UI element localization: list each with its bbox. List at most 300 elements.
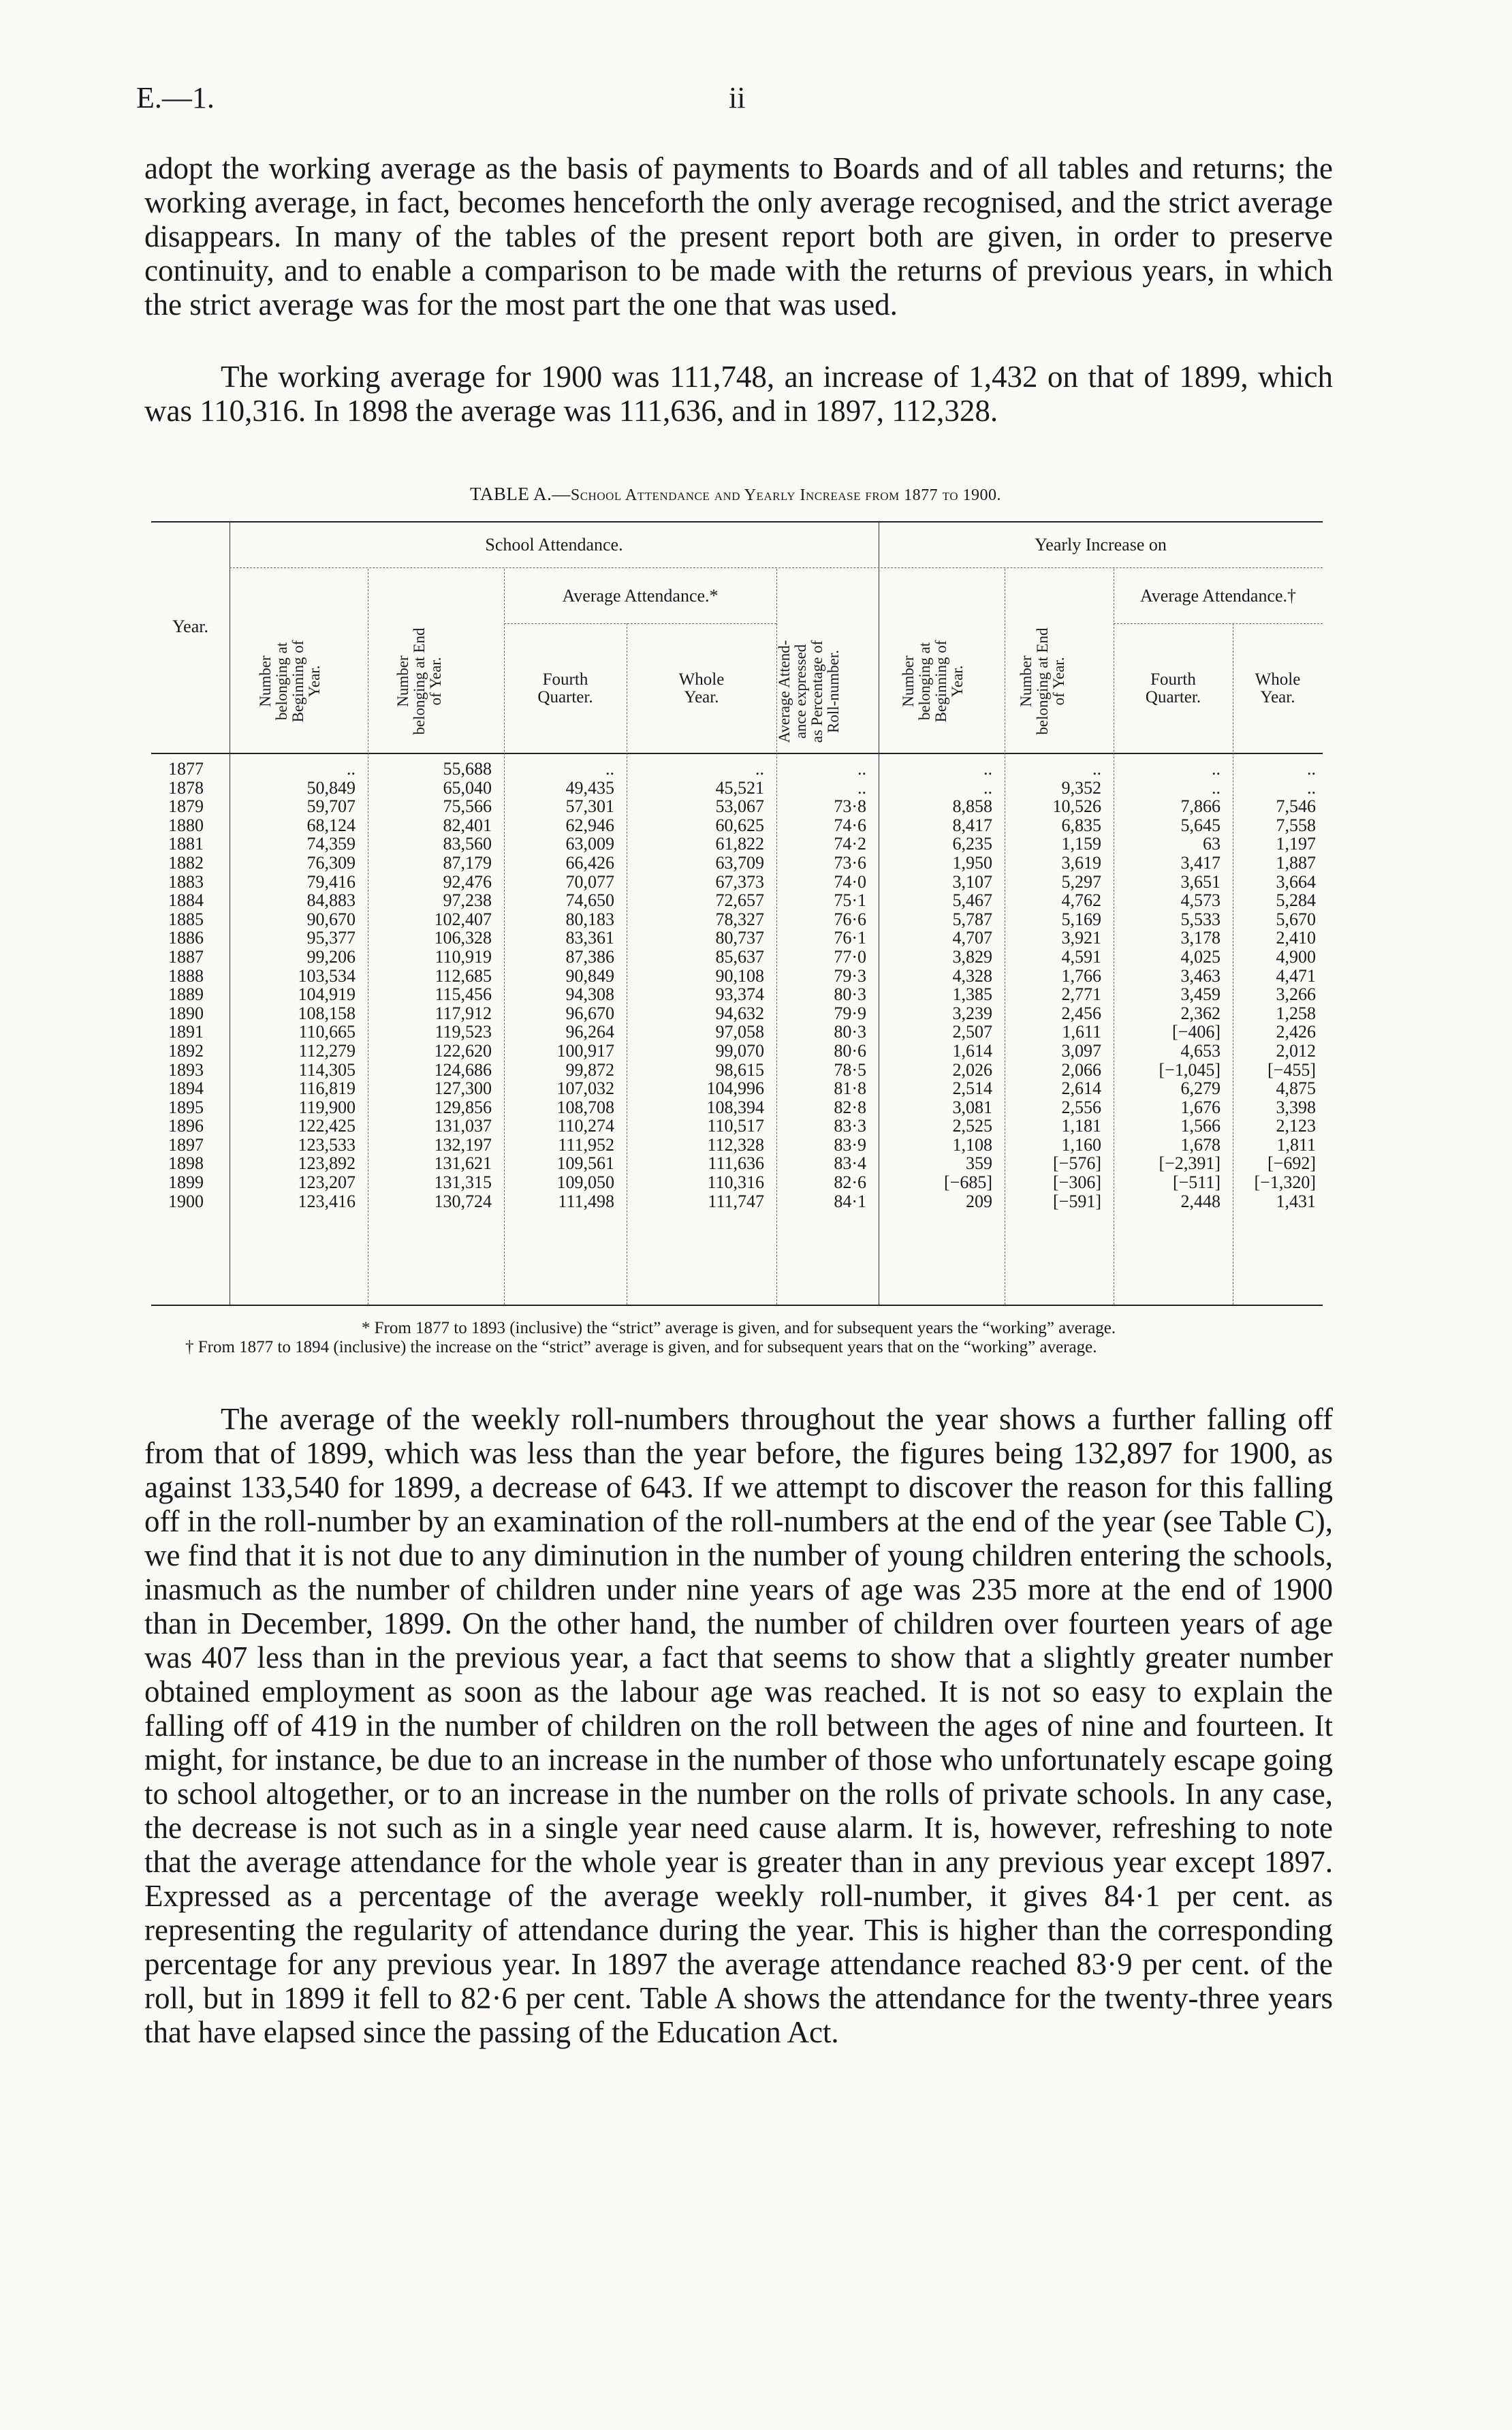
footnotes: [144, 1319, 1333, 1357]
value-cell: 130,724: [434, 1191, 492, 1211]
value-cell: 53,067: [715, 796, 764, 817]
value-cell: 3,081: [952, 1097, 992, 1117]
value-cell: 8,417: [952, 815, 992, 835]
value-cell: 66,426: [565, 852, 614, 873]
table-row: [151, 1136, 1323, 1155]
year-cell: 1889: [168, 984, 204, 1005]
value-cell: 62,946: [565, 815, 614, 835]
value-cell: 87,386: [565, 946, 614, 967]
year-cell: 1900: [168, 1191, 204, 1211]
value-cell: 5,169: [1061, 909, 1101, 929]
value-cell: 1,950: [952, 852, 992, 873]
value-cell: 79,416: [306, 871, 356, 892]
paragraph-3: [144, 1402, 1333, 2049]
whole-year-header: Whole Year.: [678, 670, 725, 706]
table-row: [151, 967, 1323, 986]
value-cell: [−576]: [1053, 1153, 1101, 1174]
table-title-rest: School Attendance and Yearly Increase from 1877 to 1900.: [570, 486, 1001, 504]
value-cell: 3,921: [1061, 928, 1101, 948]
value-cell: 61,822: [715, 834, 764, 854]
value-cell: 4,591: [1061, 946, 1101, 967]
table-row: [151, 816, 1323, 835]
value-cell: 67,373: [715, 871, 764, 892]
value-cell: 1,181: [1061, 1116, 1101, 1136]
value-cell: 1,811: [1276, 1134, 1316, 1155]
value-cell: 3,651: [1180, 871, 1220, 892]
value-cell: 8,858: [952, 796, 992, 817]
value-cell: ..: [983, 759, 992, 779]
value-cell: 119,523: [435, 1022, 492, 1042]
inc-begin-header: Number belonging at Beginning of Year.: [900, 640, 966, 723]
value-cell: 2,556: [1061, 1097, 1101, 1117]
value-cell: [−306]: [1053, 1172, 1101, 1193]
value-cell: 76·1: [834, 928, 866, 948]
value-cell: 5,533: [1180, 909, 1220, 929]
value-cell: 111,952: [558, 1134, 614, 1155]
value-cell: 90,849: [565, 965, 614, 986]
year-cell: 1886: [168, 928, 204, 948]
value-cell: 3,664: [1276, 871, 1316, 892]
value-cell: 49,435: [565, 777, 614, 798]
table-row: [151, 910, 1323, 929]
year-cell: 1899: [168, 1172, 204, 1193]
value-cell: 1,258: [1276, 1003, 1316, 1023]
value-cell: 74·2: [834, 834, 866, 854]
value-cell: 110,919: [435, 946, 492, 967]
year-cell: 1887: [168, 946, 204, 967]
table-row: [151, 1042, 1323, 1061]
value-cell: 122,620: [434, 1040, 492, 1061]
value-cell: [−511]: [1172, 1172, 1220, 1193]
value-cell: 76,309: [306, 852, 356, 873]
value-cell: 83·9: [834, 1134, 866, 1155]
group-yearly-increase: Yearly Increase on: [1035, 535, 1167, 555]
value-cell: 65,040: [443, 777, 492, 798]
value-cell: 98,615: [715, 1059, 764, 1080]
value-cell: 1,611: [1062, 1022, 1101, 1042]
value-cell: 359: [966, 1153, 992, 1174]
value-cell: 80·3: [834, 984, 866, 1005]
table-row: [151, 779, 1323, 798]
year-cell: 1897: [168, 1134, 204, 1155]
year-cell: 1879: [168, 796, 204, 817]
value-cell: ..: [347, 759, 356, 779]
value-cell: 112,685: [435, 965, 492, 986]
value-cell: 2,514: [952, 1078, 992, 1099]
value-cell: 1,431: [1276, 1191, 1316, 1211]
year-cell: 1878: [168, 777, 204, 798]
value-cell: 124,686: [434, 1059, 492, 1080]
table-row: [151, 1061, 1323, 1080]
value-cell: 63: [1203, 834, 1220, 854]
value-cell: 80·3: [834, 1022, 866, 1042]
value-cell: 4,025: [1180, 946, 1220, 967]
table-title-prefix: TABLE A.—: [470, 484, 571, 504]
value-cell: 93,374: [715, 984, 764, 1005]
value-cell: [−1,045]: [1159, 1059, 1220, 1080]
value-cell: 94,632: [715, 1003, 764, 1023]
value-cell: 4,875: [1276, 1078, 1316, 1099]
value-cell: ..: [983, 777, 992, 798]
value-cell: 1,678: [1180, 1134, 1220, 1155]
value-cell: 107,032: [556, 1078, 614, 1099]
value-cell: ..: [1307, 777, 1316, 798]
value-cell: 123,533: [298, 1134, 356, 1155]
value-cell: 106,328: [434, 928, 492, 948]
value-cell: 85,637: [715, 946, 764, 967]
value-cell: 94,308: [565, 984, 614, 1005]
value-cell: 3,619: [1061, 852, 1101, 873]
year-cell: 1883: [168, 871, 204, 892]
value-cell: 109,561: [556, 1153, 614, 1174]
year-cell: 1880: [168, 815, 204, 835]
value-cell: [−692]: [1267, 1153, 1316, 1174]
year-cell: 1884: [168, 890, 204, 911]
value-cell: 9,352: [1061, 777, 1101, 798]
year-cell: 1891: [168, 1022, 204, 1042]
value-cell: 4,573: [1180, 890, 1220, 911]
table-row: [151, 1079, 1323, 1098]
fourth-quarter2-header: Fourth Quarter.: [1145, 670, 1201, 706]
value-cell: 3,829: [952, 946, 992, 967]
value-cell: 1,160: [1061, 1134, 1101, 1155]
value-cell: [−406]: [1172, 1022, 1220, 1042]
group-rule: [230, 567, 1323, 568]
value-cell: 74,359: [306, 834, 356, 854]
year-header: Year.: [172, 617, 208, 636]
value-cell: 129,856: [434, 1097, 492, 1117]
value-cell: 4,471: [1276, 965, 1316, 986]
value-cell: ..: [1307, 759, 1316, 779]
value-cell: 108,708: [556, 1097, 614, 1117]
table-row: [151, 1117, 1323, 1136]
value-cell: 5,670: [1276, 909, 1316, 929]
value-cell: 80,183: [565, 909, 614, 929]
value-cell: 123,416: [298, 1191, 356, 1211]
fourth-quarter-header: Fourth Quarter.: [537, 670, 593, 706]
table-row: [151, 854, 1323, 873]
value-cell: 79·9: [834, 1003, 866, 1023]
avg-attendance-header: Average Attendance.*: [562, 586, 719, 606]
value-cell: 73·6: [834, 852, 866, 873]
value-cell: 3,417: [1180, 852, 1220, 873]
value-cell: 2,066: [1061, 1059, 1101, 1080]
table-row: [151, 760, 1323, 779]
value-cell: 7,558: [1276, 815, 1316, 835]
value-cell: 108,394: [706, 1097, 764, 1117]
table-top-rule: [151, 521, 1323, 523]
value-cell: 83,361: [565, 928, 614, 948]
value-cell: 104,919: [298, 984, 356, 1005]
paragraph-2-text: The working average for 1900 was 111,748, an increase of 1,432 on that of 1899, which was 110,316. In 1898 the average was 111,636, and in 1897, 112,328.: [144, 360, 1333, 428]
value-cell: 4,328: [952, 965, 992, 986]
value-cell: 99,872: [565, 1059, 614, 1080]
value-cell: 5,297: [1061, 871, 1101, 892]
value-cell: 96,670: [565, 1003, 614, 1023]
value-cell: 78·5: [834, 1059, 866, 1080]
value-cell: 75,566: [443, 796, 492, 817]
value-cell: 57,301: [565, 796, 614, 817]
value-cell: 99,206: [306, 946, 356, 967]
value-cell: 110,517: [707, 1116, 764, 1136]
value-cell: 114,305: [298, 1059, 356, 1080]
value-cell: 110,665: [298, 1022, 356, 1042]
value-cell: 109,050: [556, 1172, 614, 1193]
value-cell: 4,900: [1276, 946, 1316, 967]
value-cell: 74,650: [565, 890, 614, 911]
whole-year2-header: Whole Year.: [1255, 670, 1301, 706]
table-row: [151, 1192, 1323, 1211]
value-cell: 131,621: [434, 1153, 492, 1174]
value-cell: ..: [1212, 777, 1220, 798]
value-cell: 131,315: [434, 1172, 492, 1193]
value-cell: 90,670: [306, 909, 356, 929]
value-cell: 63,709: [715, 852, 764, 873]
value-cell: 2,123: [1276, 1116, 1316, 1136]
value-cell: 111,636: [708, 1153, 764, 1174]
value-cell: 103,534: [298, 965, 356, 986]
value-cell: [−685]: [944, 1172, 992, 1193]
value-cell: 1,159: [1061, 834, 1101, 854]
value-cell: 3,266: [1276, 984, 1316, 1005]
value-cell: 100,917: [556, 1040, 614, 1061]
avg-rule: [504, 623, 776, 624]
value-cell: 82,401: [443, 815, 492, 835]
value-cell: 59,707: [306, 796, 356, 817]
avg-rule: [1114, 623, 1323, 624]
value-cell: 5,645: [1180, 815, 1220, 835]
value-cell: 1,108: [952, 1134, 992, 1155]
value-cell: 3,463: [1180, 965, 1220, 986]
value-cell: 82·6: [834, 1172, 866, 1193]
value-cell: 1,197: [1276, 834, 1316, 854]
value-cell: 3,178: [1180, 928, 1220, 948]
value-cell: 75·1: [834, 890, 866, 911]
value-cell: 104,996: [706, 1078, 764, 1099]
value-cell: 1,385: [952, 984, 992, 1005]
value-cell: 83·4: [834, 1153, 866, 1174]
value-cell: 76·6: [834, 909, 866, 929]
value-cell: [−1,320]: [1254, 1172, 1316, 1193]
value-cell: 72,657: [715, 890, 764, 911]
report-code: E.—1.: [136, 81, 215, 114]
value-cell: 97,058: [715, 1022, 764, 1042]
col-begin-header: Number belonging at Beginning of Year.: [257, 640, 323, 723]
year-cell: 1888: [168, 965, 204, 986]
value-cell: 80,737: [715, 928, 764, 948]
footnote-1: * From 1877 to 1893 (inclusive) the “strict” average is given, and for subsequent years the “working” average.: [361, 1319, 1116, 1337]
value-cell: 74·6: [834, 815, 866, 835]
value-cell: 2,507: [952, 1022, 992, 1042]
value-cell: 82·8: [834, 1097, 866, 1117]
value-cell: 84,883: [306, 890, 356, 911]
value-cell: ..: [755, 759, 764, 779]
year-cell: 1885: [168, 909, 204, 929]
value-cell: 4,707: [952, 928, 992, 948]
value-cell: 102,407: [434, 909, 492, 929]
paragraph-2: [144, 360, 1333, 428]
value-cell: 119,900: [298, 1097, 356, 1117]
pct-header: Average Attend- ance expressed as Percentage of Roll-number.: [776, 640, 842, 743]
value-cell: 123,892: [298, 1153, 356, 1174]
value-cell: 6,235: [952, 834, 992, 854]
value-cell: 116,819: [298, 1078, 356, 1099]
value-cell: 5,284: [1276, 890, 1316, 911]
value-cell: 2,026: [952, 1059, 992, 1080]
paragraph-3-text: The average of the weekly roll-numbers throughout the year shows a further falling off from that of 1899, which was less than the year before, the figures being 132,897 for 1900, as against 133,540 for 1899, a decrease of 643. If we attempt to discover the reason for this falling off in the roll-number by an examination of the roll-numbers at the end of the year (see Table C), we find that it is not due to any diminution in the number of young children entering the schools, inasmuch as the number of children under nine years of age was 235 more at the end of 1900 than in December, 1899. On the other hand, the number of children over fourteen years of age was 407 less than in the previous year, a fact that seems to show that a slightly greater number obtained employment as soon as the labour age was reached. It is not so easy to explain the falling off of 419 in the number of children on the roll between the ages of nine and fourteen. It might, for instance, be due to an increase in the number of those who unfortunately escape going to school altogether, or to an increase in the number on the rolls of private schools. In any case, the decrease is not such as in a single year need cause alarm. It is, however, refreshing to note that the average attendance for the whole year is greater than in any previous year except 1897. Expressed as a percentage of the average weekly roll-number, it gives 84·1 per cent. as representing the regularity of attendance during the year. This is higher than the corresponding percentage for any previous year. In 1897 the average attendance reached 83·9 per cent. of the roll, but in 1899 it fell to 82·6 per cent. Table A shows the attendance for the twenty-three years that have elapsed since the passing of the Education Act.: [144, 1402, 1333, 2049]
value-cell: 111,747: [708, 1191, 764, 1211]
value-cell: ..: [857, 777, 866, 798]
year-cell: 1894: [168, 1078, 204, 1099]
value-cell: 90,108: [715, 965, 764, 986]
value-cell: 110,274: [557, 1116, 614, 1136]
value-cell: 2,426: [1276, 1022, 1316, 1042]
value-cell: 45,521: [715, 777, 764, 798]
year-cell: 1881: [168, 834, 204, 854]
value-cell: 2,614: [1061, 1078, 1101, 1099]
value-cell: 80·6: [834, 1040, 866, 1061]
value-cell: 209: [966, 1191, 992, 1211]
page-number: ii: [729, 81, 746, 114]
year-cell: 1893: [168, 1059, 204, 1080]
inc-end-header: Number belonging at End of Year.: [1018, 627, 1067, 735]
year-cell: 1882: [168, 852, 204, 873]
value-cell: 97,238: [443, 890, 492, 911]
value-cell: 63,009: [565, 834, 614, 854]
value-cell: ..: [605, 759, 614, 779]
value-cell: 5,467: [952, 890, 992, 911]
value-cell: 68,124: [306, 815, 356, 835]
value-cell: 83·3: [834, 1116, 866, 1136]
value-cell: 96,264: [565, 1022, 614, 1042]
value-cell: 7,866: [1180, 796, 1220, 817]
value-cell: 87,179: [443, 852, 492, 873]
table-row: [151, 797, 1323, 816]
value-cell: 95,377: [306, 928, 356, 948]
value-cell: 122,425: [298, 1116, 356, 1136]
table-row: [151, 929, 1323, 948]
footnote-2: † From 1877 to 1894 (inclusive) the increase on the “strict” average is given, and for subsequent years that on the “working” average.: [185, 1338, 1097, 1356]
value-cell: 60,625: [715, 815, 764, 835]
value-cell: 3,107: [952, 871, 992, 892]
value-cell: 6,279: [1180, 1078, 1220, 1099]
year-cell: 1896: [168, 1116, 204, 1136]
value-cell: 108,158: [298, 1003, 356, 1023]
value-cell: 112,328: [707, 1134, 764, 1155]
value-cell: 131,037: [434, 1116, 492, 1136]
value-cell: 110,316: [707, 1172, 764, 1193]
value-cell: 92,476: [443, 871, 492, 892]
value-cell: [−591]: [1053, 1191, 1101, 1211]
value-cell: 79·3: [834, 965, 866, 986]
col-end-header: Number belonging at End of Year.: [394, 627, 444, 735]
value-cell: 2,525: [952, 1116, 992, 1136]
value-cell: 3,398: [1276, 1097, 1316, 1117]
year-cell: 1898: [168, 1153, 204, 1174]
value-cell: 112,279: [298, 1040, 356, 1061]
value-cell: 1,676: [1180, 1097, 1220, 1117]
value-cell: [−2,391]: [1159, 1153, 1220, 1174]
value-cell: 50,849: [306, 777, 356, 798]
value-cell: ..: [1212, 759, 1220, 779]
page-header: [136, 80, 1335, 121]
value-cell: 6,835: [1061, 815, 1101, 835]
value-cell: 111,498: [558, 1191, 614, 1211]
table-row: [151, 1023, 1323, 1042]
value-cell: 127,300: [434, 1078, 492, 1099]
value-cell: 1,566: [1180, 1116, 1220, 1136]
table-title: [136, 484, 1335, 505]
value-cell: 115,456: [435, 984, 492, 1005]
table-body: [151, 760, 1323, 1211]
value-cell: 1,766: [1061, 965, 1101, 986]
table-row: [151, 985, 1323, 1004]
year-cell: 1892: [168, 1040, 204, 1061]
value-cell: 132,197: [434, 1134, 492, 1155]
value-cell: ..: [857, 759, 866, 779]
value-cell: 3,459: [1180, 984, 1220, 1005]
table-row: [151, 835, 1323, 854]
value-cell: 73·8: [834, 796, 866, 817]
year-cell: 1890: [168, 1003, 204, 1023]
value-cell: 2,012: [1276, 1040, 1316, 1061]
value-cell: 1,614: [952, 1040, 992, 1061]
value-cell: 1,887: [1276, 852, 1316, 873]
value-cell: 10,526: [1052, 796, 1101, 817]
value-cell: [−455]: [1267, 1059, 1316, 1080]
value-cell: 2,362: [1180, 1003, 1220, 1023]
value-cell: 77·0: [834, 946, 866, 967]
value-cell: 4,762: [1061, 890, 1101, 911]
value-cell: ..: [1092, 759, 1101, 779]
value-cell: 123,207: [298, 1172, 356, 1193]
year-cell: 1877: [168, 759, 204, 779]
value-cell: 2,456: [1061, 1003, 1101, 1023]
value-cell: 70,077: [565, 871, 614, 892]
value-cell: 2,410: [1276, 928, 1316, 948]
paragraph-1-text: adopt the working average as the basis of payments to Boards and of all tables and returns; the working average, in fact, becomes henceforth the only average recognised, and the strict average disappears. In many of the tables of the present report both are given, in order to preserve continuity, and to enable a comparison to be made with the returns of previous years, in which the strict average was for the most part the one that was used.: [144, 151, 1333, 322]
value-cell: 84·1: [834, 1191, 866, 1211]
value-cell: 2,448: [1180, 1191, 1220, 1211]
value-cell: 78,327: [715, 909, 764, 929]
group-school-attendance: School Attendance.: [485, 535, 623, 555]
value-cell: 3,097: [1061, 1040, 1101, 1061]
table-row: [151, 891, 1323, 910]
value-cell: 74·0: [834, 871, 866, 892]
value-cell: 7,546: [1276, 796, 1316, 817]
table-row: [151, 873, 1323, 892]
value-cell: 83,560: [443, 834, 492, 854]
table-row: [151, 1098, 1323, 1117]
value-cell: 55,688: [443, 759, 492, 779]
value-cell: 3,239: [952, 1003, 992, 1023]
value-cell: 2,771: [1061, 984, 1101, 1005]
table-row: [151, 1173, 1323, 1192]
avg-attendance2-header: Average Attendance.†: [1139, 586, 1297, 606]
year-cell: 1895: [168, 1097, 204, 1117]
table-row: [151, 1154, 1323, 1173]
value-cell: 117,912: [435, 1003, 492, 1023]
table-row: [151, 948, 1323, 967]
paragraph-1: [144, 151, 1333, 322]
value-cell: 4,653: [1180, 1040, 1220, 1061]
value-cell: 99,070: [715, 1040, 764, 1061]
value-cell: 5,787: [952, 909, 992, 929]
table-bottom-rule: [151, 1305, 1323, 1306]
attendance-table: [151, 521, 1323, 1305]
value-cell: 81·8: [834, 1078, 866, 1099]
table-row: [151, 1004, 1323, 1023]
